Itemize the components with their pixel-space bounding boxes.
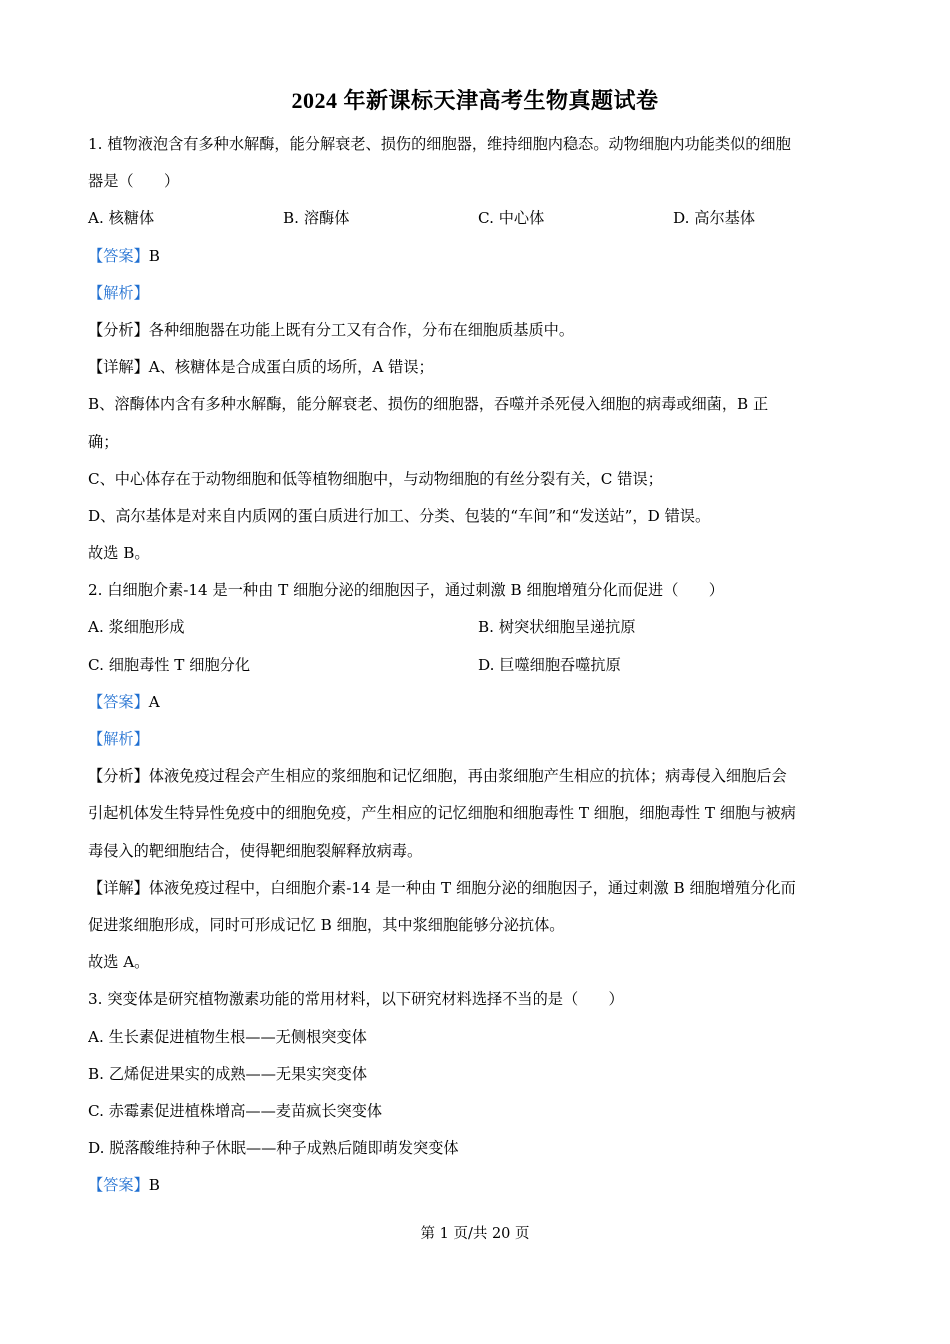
q1-option-b: B. 溶酶体 xyxy=(283,209,350,228)
q2-stem: 2. 白细胞介素-14 是一种由 T 细胞分泌的细胞因子，通过刺激 B 细胞增殖分化而促进（ ） xyxy=(88,581,724,600)
q1-answer-value: B xyxy=(148,246,160,265)
q3-option-d: D. 脱落酸维持种子休眠——种子成熟后随即萌发突变体 xyxy=(88,1139,459,1158)
q2-xiangjie-text1: 体液免疫过程中，白细胞介素-14 是一种由 T 细胞分泌的细胞因子，通过刺激 B 细胞增殖分化而 xyxy=(148,878,796,897)
q1-fenxi xyxy=(88,312,868,349)
q3-stem: 3. 突变体是研究植物激素功能的常用材料，以下研究材料选择不当的是（ ） xyxy=(88,990,624,1009)
q1-stem-line2: 器是（ ） xyxy=(88,172,180,191)
q2-option-c: C. 细胞毒性 T 细胞分化 xyxy=(88,655,251,674)
q1-option-a: A. 核糖体 xyxy=(88,209,155,228)
q2-answer xyxy=(88,684,868,721)
q1-line-b2: 确； xyxy=(88,432,119,451)
q1-line-b1: B、溶酶体内含有多种水解酶，能分解衰老、损伤的细胞器，吞噬并杀死侵入细胞的病毒或细菌，B 正 xyxy=(88,395,769,414)
q3-answer-value: B xyxy=(148,1176,160,1195)
analysis-tag: 【解析】 xyxy=(88,730,149,748)
q3-answer xyxy=(88,1167,868,1204)
q2-fenxi-text1: 体液免疫过程会产生相应的浆细胞和记忆细胞，再由浆细胞产生相应的抗体；病毒侵入细胞后会 xyxy=(148,767,787,786)
fenxi-tag: 【分析】 xyxy=(88,767,149,786)
q1-line-c: C、中心体存在于动物细胞和低等植物细胞中，与动物细胞的有丝分裂有关，C 错误； xyxy=(88,469,663,488)
document-body xyxy=(88,126,868,1204)
q1-option-c: C. 中心体 xyxy=(478,209,545,228)
q2-option-d: D. 巨噬细胞吞噬抗原 xyxy=(478,655,621,674)
q2-options-row1 xyxy=(88,609,868,646)
q1-fenxi-text: 各种细胞器在功能上既有分工又有合作，分布在细胞质基质中。 xyxy=(148,320,574,339)
answer-tag: 【答案】 xyxy=(88,246,149,265)
q2-option-b: B. 树突状细胞呈递抗原 xyxy=(478,618,636,637)
q2-xiangjie-line1 xyxy=(88,870,868,907)
xiangjie-tag: 【详解】 xyxy=(88,358,149,377)
q1-stem-line1: 1. 植物液泡含有多种水解酶，能分解衰老、损伤的细胞器，维持细胞内稳态。动物细胞内功能类似的细胞 xyxy=(88,135,791,153)
q2-option-a: A. 浆细胞形成 xyxy=(88,618,185,637)
q2-conclusion: 故选 A。 xyxy=(88,953,150,972)
q1-xiangjie xyxy=(88,349,868,386)
q1-conclusion: 故选 B。 xyxy=(88,544,150,563)
q2-analysis-heading xyxy=(88,721,868,758)
q2-fenxi-line2: 引起机体发生特异性免疫中的细胞免疫，产生相应的记忆细胞和细胞毒性 T 细胞，细胞毒性 T 细胞与被病 xyxy=(88,804,796,823)
q1-line-d: D、高尔基体是对来自内质网的蛋白质进行加工、分类、包装的“车间”和“发送站”，D 错误。 xyxy=(88,506,711,525)
q2-fenxi-line3: 毒侵入的靶细胞结合，使得靶细胞裂解释放病毒。 xyxy=(88,841,423,860)
q1-xiangjie-text: A、核糖体是合成蛋白质的场所，A 错误； xyxy=(148,358,434,377)
fenxi-tag: 【分析】 xyxy=(88,320,149,339)
q3-option-b: B. 乙烯促进果实的成熟——无果实突变体 xyxy=(88,1064,368,1083)
q2-xiangjie-line2: 促进浆细胞形成，同时可形成记忆 B 细胞，其中浆细胞能够分泌抗体。 xyxy=(88,915,565,934)
q3-option-a: A. 生长素促进植物生根——无侧根突变体 xyxy=(88,1027,367,1046)
answer-tag: 【答案】 xyxy=(88,692,149,711)
q3-option-c: C. 赤霉素促进植株增高——麦苗疯长突变体 xyxy=(88,1101,383,1120)
answer-tag: 【答案】 xyxy=(88,1176,149,1195)
analysis-tag: 【解析】 xyxy=(88,283,149,302)
q2-options-row2 xyxy=(88,647,868,684)
q2-fenxi-line1 xyxy=(88,758,868,795)
xiangjie-tag: 【详解】 xyxy=(88,878,149,897)
q1-options xyxy=(88,200,868,237)
page-title: 2024 年新课标天津高考生物真题试卷 xyxy=(291,88,659,113)
q2-answer-value: A xyxy=(148,692,160,711)
q1-analysis-heading xyxy=(88,275,868,312)
page-footer: 第 1 页/共 20 页 xyxy=(420,1226,530,1242)
q1-answer xyxy=(88,238,868,275)
q1-option-d: D. 高尔基体 xyxy=(673,209,756,228)
